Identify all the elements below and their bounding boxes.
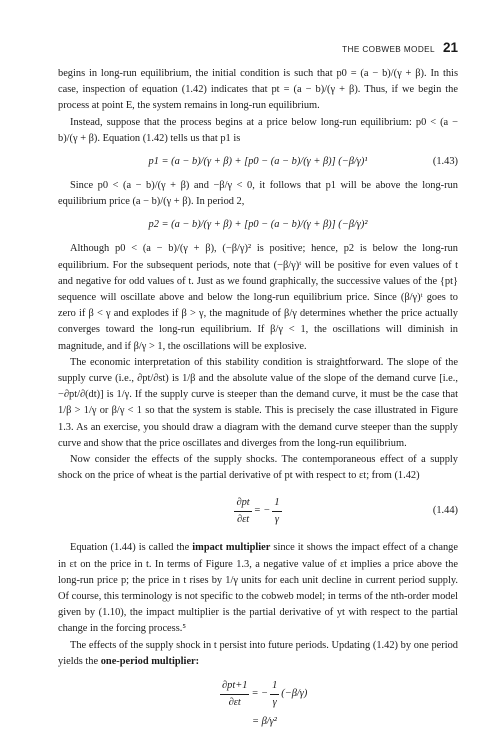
paragraph-2: Instead, suppose that the process begins at a price below long-run equilibrium: p0 < (a − b)/(γ + β). Equation (1.42) tells us that p1 is [58, 116, 458, 144]
paragraph-4: Although p0 < (a − b)/(γ + β), (−β/γ)² is positive; hence, p2 is below the long-run equilibrium. For the subsequent periods, note that (−β/γ)ᵗ will be positive for even values of t and negative for odd values of t. Just as we found graphically, the successive values of the {pt} sequence will oscillate above and below the long-run equilibrium price. Since (β/γ)ᵗ goes to zero if β < γ and explodes if β > γ, the magnitude of β/γ determines whether the price actually converges toward the long-run equilibrium. If β/γ < 1, the oscillations will diminish in magnitude, and if β/γ > 1, the oscillations will be explosive. [58, 243, 458, 352]
page-header [58, 40, 458, 56]
paragraph-7: Equation (1.44) is called the impact multiplier since it shows the impact effect of a change in εt on the price in t. In terms of Figure 1.3, a negative value of εt implies a price above the long-run price p; the price in t rises by 1/γ units for each unit decline in current period supply. Of course, this terminology is not specific to the cobweb model; in terms of the nth-order model given by (1.10), the impact multiplier is the partial derivative of yt with respect to the partial change in the forcing process.⁵ [58, 542, 458, 635]
body-text [58, 66, 458, 738]
paragraph-3: Since p0 < (a − b)/(γ + β) and −β/γ < 0, it follows that p1 will be above the long-run equilibrium price (a − b)/(γ + β). In period 2, [58, 180, 458, 208]
paragraph-6: Now consider the effects of the supply shocks. The contemporaneous effect of a supply shock on the price of wheat is the partial derivative of pt with respect to εt; from (1.42) [58, 454, 458, 482]
equation-1-43-number: (1.43) [432, 156, 458, 168]
equation-one-period-multiplier [58, 676, 458, 738]
rhs-fraction: $\frac{1}{\gamma}$ [274, 496, 280, 525]
equation-1-43-expr: p1 = (a − b)/(γ + β) + [p0 − (a − b)/(γ + β)] (−β/γ)¹ [148, 156, 368, 168]
paragraph-1: begins in long-run equilibrium, the initial condition is such that p0 = (a − b)/(γ + β). In this case, inspection of equation (1.42) indicates that pt = (a − b)/(γ + β). Thus, if we begin the process at point E, the system remains in long-run equilibrium. [58, 68, 458, 112]
multiplier-row-1: $\frac{\partial pt+1}{\partial\varepsilon t}$ = − $\frac{1}{\gamma}$ (−β/γ) [222, 679, 308, 708]
term-impact-multiplier: impact multiplier [192, 542, 271, 554]
equation-p2 [58, 215, 458, 237]
paragraph-5: The economic interpretation of this stability condition is straightforward. The slope of the supply curve (i.e., ∂pt/∂st) is 1/β and the absolute value of the slope of the demand curve [i.e., −∂pt/∂(dt)] is 1/γ. If the supply curve is steeper than the demand curve, it must be the case that 1/β > 1/γ or β/γ < 1 so that the system is stable. This is precisely the case illustrated in Figure 1.3. As an exercise, you should draw a diagram with the demand curve steeper than the supply curve and show that the price oscillates and diverges from the long-run equilibrium. [58, 356, 458, 449]
multiplier-row-2: = β/γ² [252, 716, 277, 728]
equation-1-44-expr [58, 490, 458, 532]
equation-1-44 [58, 490, 458, 532]
derivative-fraction: $\frac{\partial pt}{\partial\varepsilon t}$ [236, 496, 250, 525]
page-number: 21 [442, 40, 458, 55]
running-title: THE COBWEB MODEL [342, 45, 435, 54]
equation-1-44-number: (1.44) [432, 505, 458, 517]
equation-1-43 [58, 152, 458, 174]
paragraph-8: The effects of the supply shock in t persist into future periods. Updating (1.42) by one period yields the one-period multiplier: [58, 639, 458, 667]
rhs-prefix: = − [253, 505, 271, 517]
term-one-period-multiplier: one-period multiplier: [100, 655, 200, 667]
equation-p2-expr: p2 = (a − b)/(γ + β) + [p0 − (a − b)/(γ + β)] (−β/γ)² [148, 219, 368, 231]
